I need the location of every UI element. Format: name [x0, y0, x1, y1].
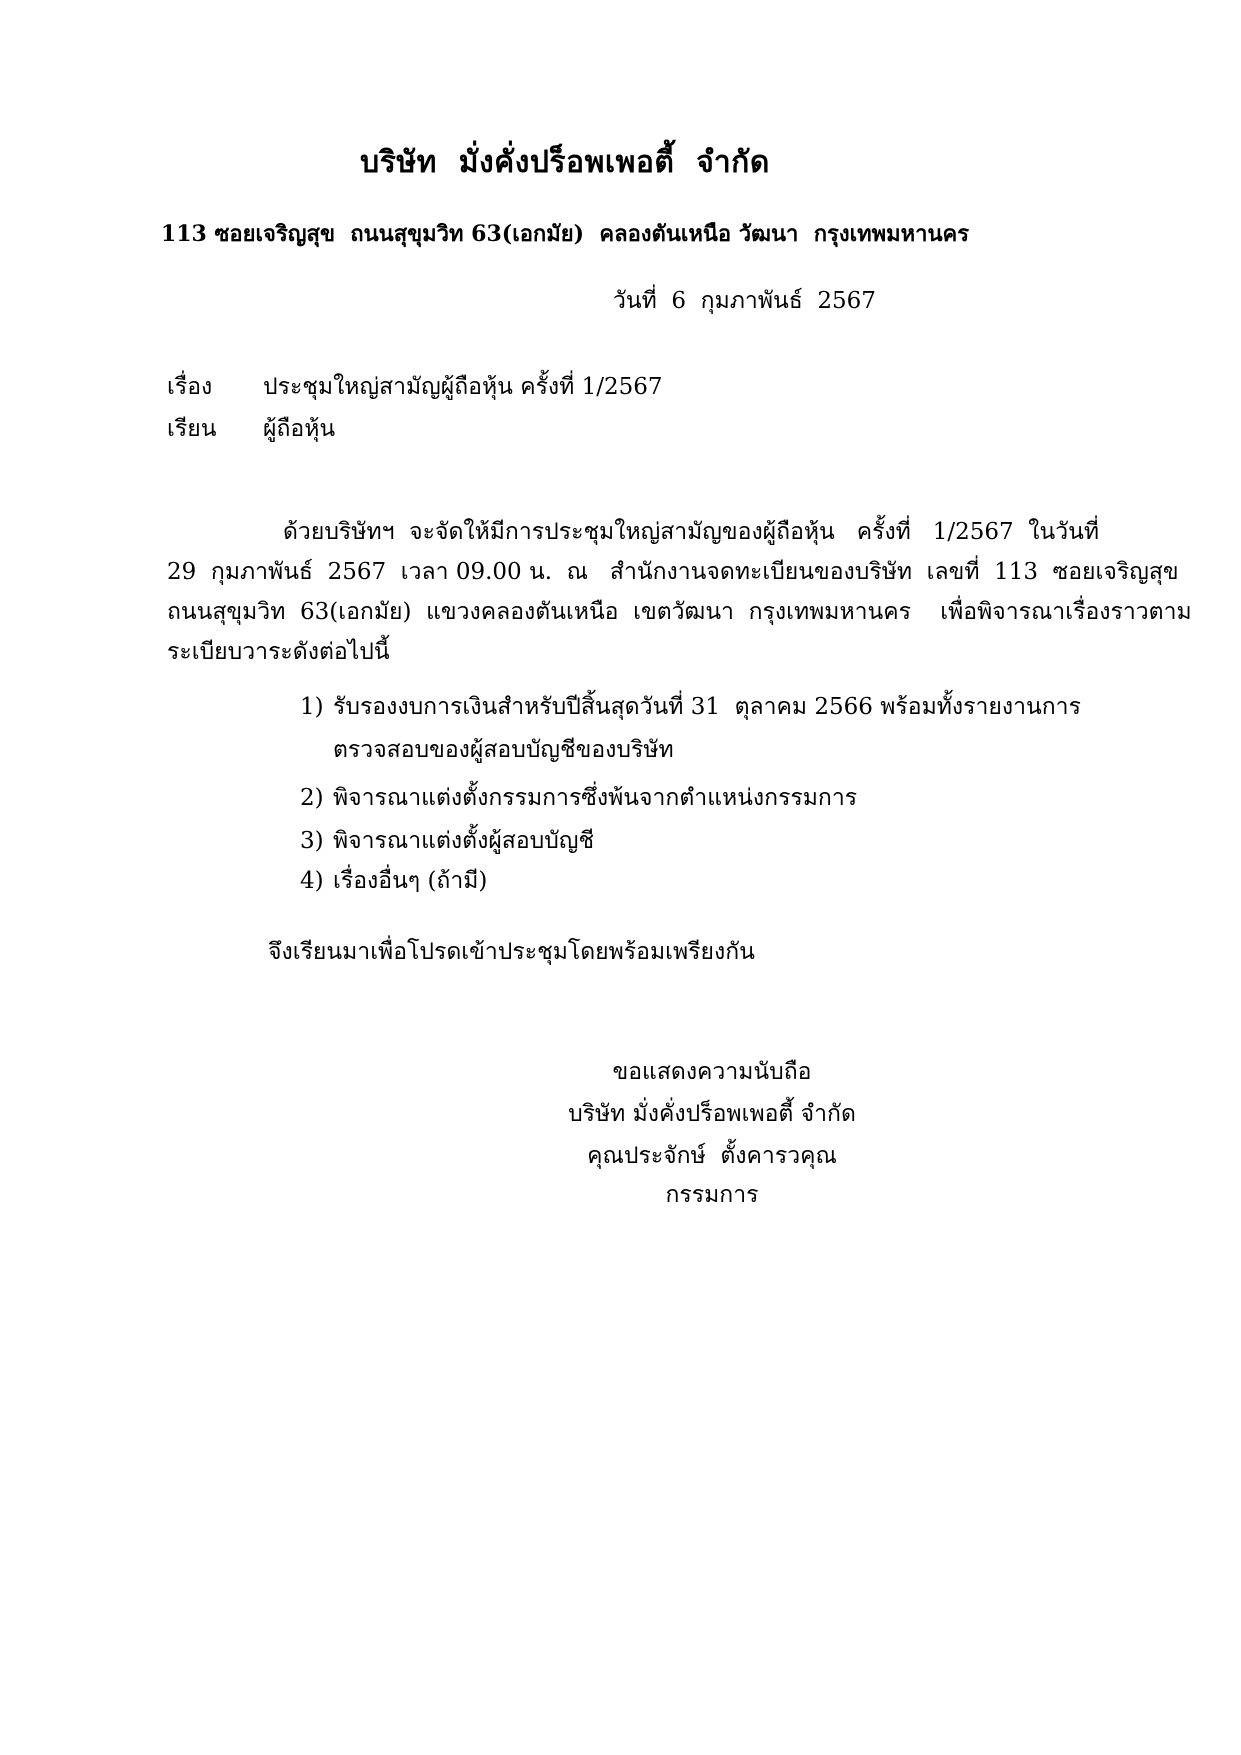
agenda-item-number: 3) [300, 828, 324, 854]
agenda-item-number: 1) [300, 694, 324, 720]
body-line: 29 กุมภาพันธ์ 2567 เวลา 09.00 น. ณ สำนักงานจดทะเบียนของบริษัท เลขที่ 113 ซอยเจริญสุข [167, 559, 1179, 585]
subject-label: เรื่อง [167, 374, 213, 400]
recipient-text: ผู้ถือหุ้น [263, 416, 336, 442]
agenda-item-text: เรื่องอื่นๆ (ถ้ามี) [333, 868, 488, 894]
company-address: 113 ซอยเจริญสุข ถนนสุขุมวิท 63(เอกมัย) คลองตันเหนือ วัฒนา กรุงเทพมหานคร [160, 221, 970, 247]
recipient-label: เรียน [167, 416, 217, 442]
body-line: ระเบียบวาระดังต่อไปนี้ [167, 639, 390, 665]
agenda-item-text: รับรองงบการเงินสำหรับปีสิ้นสุดวันที่ 31 ตุลาคม 2566 พร้อมทั้งรายงานการ [333, 694, 1081, 720]
agenda-item-number: 2) [300, 785, 324, 811]
date-line: วันที่ 6 กุมภาพันธ์ 2567 [613, 288, 876, 314]
signature-company: บริษัท มั่งคั่งปร็อพเพอตี้ จำกัด [568, 1101, 856, 1127]
agenda-item-text: พิจารณาแต่งตั้งผู้สอบบัญชี [333, 828, 595, 854]
signature-name: คุณประจักษ์ ตั้งคารวคุณ [587, 1143, 837, 1169]
body-line: ถนนสุขุมวิท 63(เอกมัย) แขวงคลองตันเหนือ เขตวัฒนา กรุงเทพมหานคร เพื่อพิจารณาเรื่องราวตาม [167, 599, 1192, 625]
subject-text: ประชุมใหญ่สามัญผู้ถือหุ้น ครั้งที่ 1/2567 [263, 374, 663, 400]
closing-line: จึงเรียนมาเพื่อโปรดเข้าประชุมโดยพร้อมเพรียงกัน [268, 939, 755, 965]
agenda-item-text: ตรวจสอบของผู้สอบบัญชีของบริษัท [333, 737, 674, 763]
signature-title: กรรมการ [665, 1182, 759, 1208]
agenda-item-number: 4) [300, 868, 324, 894]
body-line: ด้วยบริษัทฯ จะจัดให้มีการประชุมใหญ่สามัญของผู้ถือหุ้น ครั้งที่ 1/2567 ในวันที่ [283, 519, 1100, 545]
signature-salutation: ขอแสดงความนับถือ [612, 1059, 812, 1085]
agenda-item-text: พิจารณาแต่งตั้งกรรมการซึ่งพ้นจากตำแหน่งกรรมการ [333, 785, 858, 811]
company-name: บริษัท มั่งคั่งปร็อพเพอตี้ จำกัด [360, 145, 770, 180]
